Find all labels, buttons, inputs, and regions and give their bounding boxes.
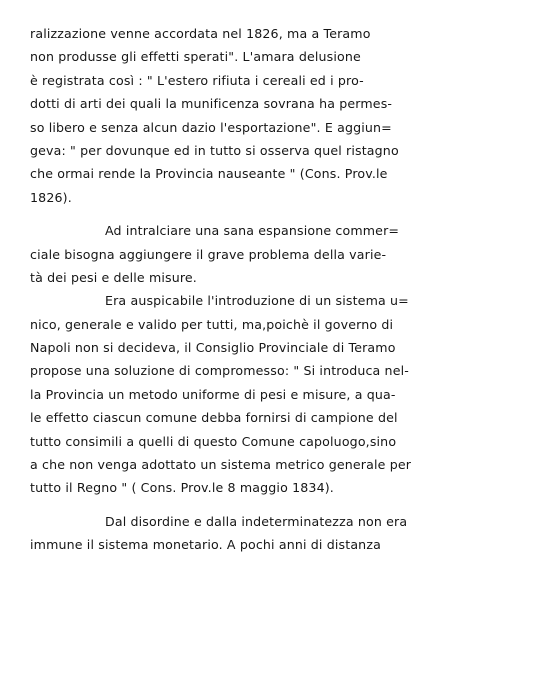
document-body — [30, 22, 490, 557]
text-line: ciale bisogna aggiungere il grave problema della varie- — [30, 246, 387, 262]
text-line: Era auspicabile l'introduzione di un sistema u= — [105, 293, 409, 309]
text-line: tà dei pesi e delle misure. — [30, 269, 197, 285]
text-line: tutto consimili a quelli di questo Comune capoluogo,sino — [30, 433, 397, 449]
text-line: a che non venga adottato un sistema metrico generale per — [30, 457, 412, 473]
text-line: la Provincia un metodo uniforme di pesi e misure, a qua- — [30, 386, 396, 402]
text-line: dotti di arti dei quali la munificenza sovrana ha permes- — [30, 96, 393, 112]
text-line: 1826). — [30, 189, 72, 205]
text-line: che ormai rende la Provincia nauseante " (Cons. Prov.le — [30, 166, 388, 182]
text-line: le effetto ciascun comune debba fornirsi di campione del — [30, 410, 398, 426]
text-line: Dal disordine e dalla indeterminatezza non era — [105, 513, 408, 529]
text-line: Ad intralciare una sana espansione commer= — [105, 223, 400, 239]
text-line: nico, generale e valido per tutti, ma,poichè il governo di — [30, 316, 394, 332]
text-line: Napoli non si decideva, il Consiglio Provinciale di Teramo — [30, 340, 396, 356]
text-line: tutto il Regno " ( Cons. Prov.le 8 maggio 1834). — [30, 480, 334, 496]
text-line: so libero e senza alcun dazio l'esportazione". E aggiun= — [30, 119, 392, 135]
text-line: immune il sistema monetario. A pochi anni di distanza — [30, 537, 381, 553]
text-line: non produsse gli effetti sperati". L'amara delusione — [30, 49, 361, 65]
text-line: ralizzazione venne accordata nel 1826, ma a Teramo — [30, 26, 371, 41]
text-line: geva: " per dovunque ed in tutto si osserva quel ristagno — [30, 142, 399, 158]
text-line: propose una soluzione di compromesso: " Si introduca nel- — [30, 363, 409, 379]
text-line: è registrata così : " L'estero rifiuta i cereali ed i pro- — [30, 72, 364, 88]
